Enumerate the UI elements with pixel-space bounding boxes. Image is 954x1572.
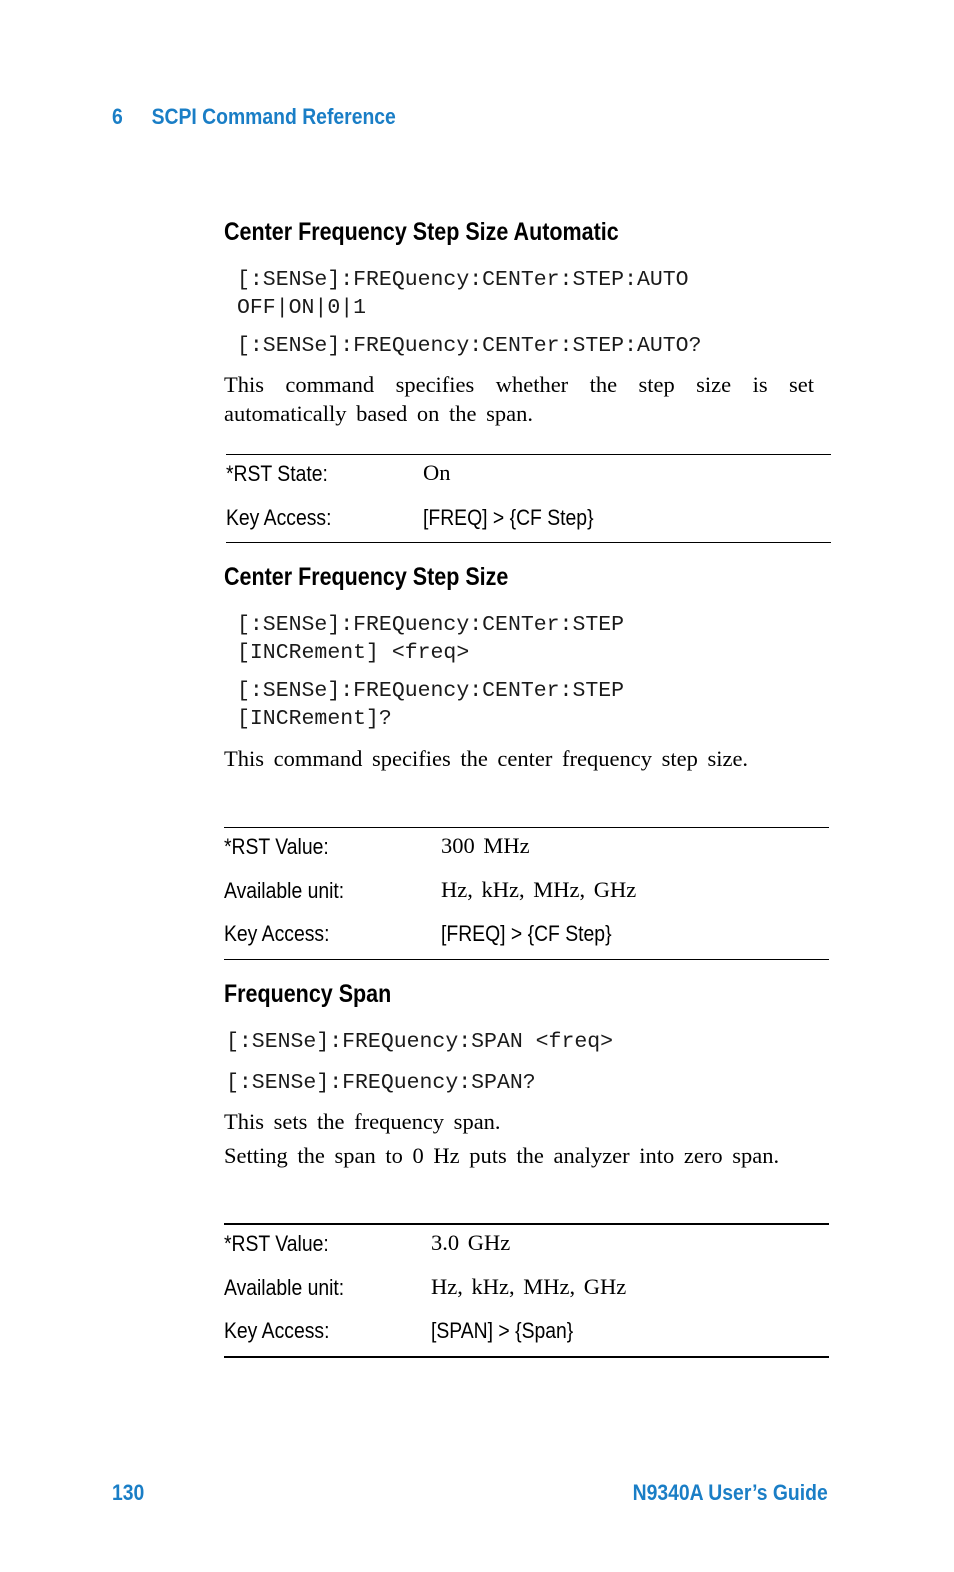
row-value: Hz, kHz, MHz, GHz bbox=[441, 876, 637, 902]
parameter-table bbox=[226, 454, 831, 543]
page-number: 130 bbox=[112, 1480, 145, 1505]
table-row bbox=[224, 1225, 829, 1269]
scpi-command-query: [:SENSe]:FREQuency:SPAN? bbox=[226, 1071, 536, 1095]
row-label: *RST State: bbox=[226, 461, 328, 486]
row-label: Available unit: bbox=[224, 877, 345, 903]
section-description: This command specifies whether the step size is set automatically based on the span. bbox=[224, 372, 814, 426]
section-title-cf-step-auto: Center Frequency Step Size Automatic bbox=[224, 218, 619, 246]
scpi-command-set: [:SENSe]:FREQuency:CENTer:STEP:AUTO OFF|ON|0|1 bbox=[237, 268, 689, 320]
section-description: This sets the frequency span. bbox=[224, 1109, 501, 1134]
scpi-command-set: [:SENSe]:FREQuency:SPAN <freq> bbox=[226, 1030, 614, 1054]
table-row bbox=[224, 828, 829, 872]
scpi-command-query: [:SENSe]:FREQuency:CENTer:STEP:AUTO? bbox=[237, 334, 702, 358]
row-value: [SPAN] > {Span} bbox=[431, 1318, 574, 1343]
guide-title: N9340A User’s Guide bbox=[632, 1480, 828, 1505]
section-description-2: Setting the span to 0 Hz puts the analyzer into zero span. bbox=[224, 1143, 780, 1168]
chapter-title: SCPI Command Reference bbox=[151, 104, 396, 129]
row-label: Key Access: bbox=[226, 504, 332, 530]
row-label: Key Access: bbox=[224, 921, 330, 946]
scpi-command-query: [:SENSe]:FREQuency:CENTer:STEP [INCRement]? bbox=[237, 679, 625, 731]
table-row bbox=[224, 915, 829, 959]
table-row bbox=[224, 1312, 829, 1356]
section-title-cf-step: Center Frequency Step Size bbox=[224, 563, 509, 591]
row-label: *RST Value: bbox=[224, 1231, 329, 1256]
row-label: Available unit: bbox=[224, 1274, 345, 1300]
parameter-table bbox=[224, 1223, 829, 1358]
row-label: *RST Value: bbox=[224, 834, 329, 859]
section-description: This command specifies the center frequency step size. bbox=[224, 746, 749, 771]
running-header bbox=[112, 104, 396, 130]
row-value: [FREQ] > {CF Step} bbox=[423, 504, 594, 530]
chapter-number: 6 bbox=[112, 104, 123, 129]
row-value: Hz, kHz, MHz, GHz bbox=[431, 1273, 627, 1299]
row-value: On bbox=[423, 460, 451, 485]
row-value: 3.0 GHz bbox=[431, 1230, 511, 1255]
scpi-command-set: [:SENSe]:FREQuency:CENTer:STEP [INCRement] <freq> bbox=[237, 613, 625, 665]
section-title-frequency-span: Frequency Span bbox=[224, 980, 392, 1008]
table-row bbox=[226, 455, 831, 499]
row-value: [FREQ] > {CF Step} bbox=[441, 921, 612, 946]
table-row bbox=[226, 499, 831, 543]
table-row bbox=[224, 872, 829, 916]
parameter-table bbox=[224, 827, 829, 960]
row-value: 300 MHz bbox=[441, 833, 530, 858]
row-label: Key Access: bbox=[224, 1318, 330, 1343]
table-row bbox=[224, 1269, 829, 1313]
